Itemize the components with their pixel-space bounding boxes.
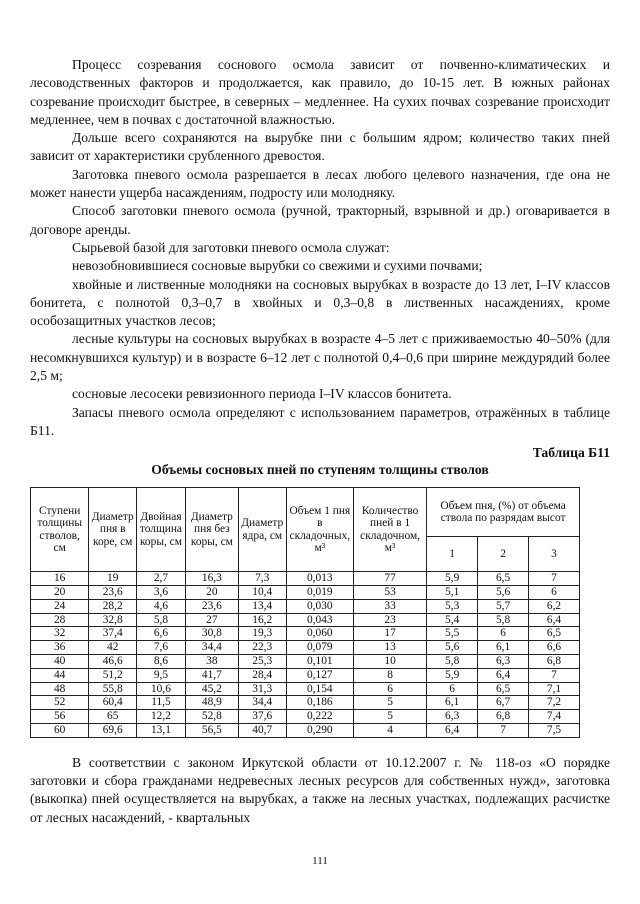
- table-cell: 4: [354, 724, 427, 738]
- table-cell: 5,8: [137, 613, 186, 627]
- table-cell: 10,4: [238, 586, 286, 600]
- table-cell: 0,079: [286, 641, 353, 655]
- table-row: [31, 696, 580, 710]
- table-cell: 0,101: [286, 655, 353, 669]
- table-cell: 0,019: [286, 586, 353, 600]
- table-cell: 34,4: [238, 696, 286, 710]
- table-cell: 5,6: [478, 586, 529, 600]
- table-cell: 7,3: [238, 572, 286, 586]
- table-cell: 6,1: [478, 641, 529, 655]
- table-cell: 25,3: [238, 655, 286, 669]
- table-cell: 27: [185, 613, 238, 627]
- table-cell: 69,6: [89, 724, 137, 738]
- table-cell: 37,4: [89, 627, 137, 641]
- table-cell: 28,4: [238, 668, 286, 682]
- table-cell: 53: [354, 586, 427, 600]
- table-cell: 48,9: [185, 696, 238, 710]
- table-cell: 12,2: [137, 710, 186, 724]
- table-cell: 5,9: [427, 572, 478, 586]
- table-cell: 7: [529, 572, 580, 586]
- table-cell: 19: [89, 572, 137, 586]
- table-cell: 24: [31, 599, 89, 613]
- table-cell: 6,6: [529, 641, 580, 655]
- paragraph: Сырьевой базой для заготовки пневого осмола служат:: [72, 239, 390, 255]
- table-cell: 32: [31, 627, 89, 641]
- table-row: [31, 599, 580, 613]
- table-cell: 65: [89, 710, 137, 724]
- paragraph: Способ заготовки пневого осмола (ручной, тракторный, взрывной и др.) оговаривается в договоре аренды.: [30, 203, 610, 237]
- table-cell: 0,186: [286, 696, 353, 710]
- table-cell: 8,6: [137, 655, 186, 669]
- table-cell: 19,3: [238, 627, 286, 641]
- table-cell: 36: [31, 641, 89, 655]
- table-cell: 7,4: [529, 710, 580, 724]
- table-cell: 55,8: [89, 682, 137, 696]
- column-header: Количество пней в 1 складочном, м³: [354, 488, 427, 572]
- table-cell: 5,1: [427, 586, 478, 600]
- table-cell: 46,6: [89, 655, 137, 669]
- table-cell: 6,1: [427, 696, 478, 710]
- table-row: [31, 668, 580, 682]
- table-cell: 5,9: [427, 668, 478, 682]
- table-cell: 7,2: [529, 696, 580, 710]
- table-cell: 33: [354, 599, 427, 613]
- column-header: Диаметр пня в коре, см: [89, 488, 137, 572]
- table-cell: 60,4: [89, 696, 137, 710]
- table-row: [31, 655, 580, 669]
- table-cell: 23: [354, 613, 427, 627]
- paragraph-before-table: Запасы пневого осмола определяют с использованием параметров, отражённых в таблице Б11.: [30, 404, 610, 438]
- table-cell: 38: [185, 655, 238, 669]
- table-cell: 44: [31, 668, 89, 682]
- paragraph: Процесс созревания соснового осмола зависит от почвенно-климатических и лесоводственных факторов и продолжается, как правило, до 10-15 лет. В южных районах созревание происходит быстрее, в северных – медленнее. На сухих почвах созревание происходит медленнее, чем в почвах с достаточной влажностью.: [30, 57, 610, 127]
- paragraph: Дольше всего сохраняются на вырубке пни с большим ядром; количество таких пней зависит от характеристики срубленного древостоя.: [30, 130, 610, 164]
- table-row: [31, 710, 580, 724]
- table-cell: 6,8: [529, 655, 580, 669]
- table-cell: 41,7: [185, 668, 238, 682]
- table-cell: 4,6: [137, 599, 186, 613]
- table-cell: 6,5: [478, 572, 529, 586]
- column-subheader: 1: [427, 537, 478, 572]
- column-header: Диаметр пня без коры, см: [185, 488, 238, 572]
- table-cell: 7,6: [137, 641, 186, 655]
- column-header-group: Объем пня, (%) от объема ствола по разрядам высот: [427, 488, 580, 537]
- table-cell: 23,6: [185, 599, 238, 613]
- column-subheader: 3: [529, 537, 580, 572]
- table-label: Таблица Б11: [532, 445, 610, 461]
- table-cell: 6: [478, 627, 529, 641]
- table-cell: 11,5: [137, 696, 186, 710]
- table-cell: 13,4: [238, 599, 286, 613]
- table-row: [31, 586, 580, 600]
- column-header: Диаметр ядра, см: [238, 488, 286, 572]
- table-cell: 5,4: [427, 613, 478, 627]
- table-cell: 77: [354, 572, 427, 586]
- table-cell: 0,013: [286, 572, 353, 586]
- table-cell: 13: [354, 641, 427, 655]
- table-cell: 6: [354, 682, 427, 696]
- paragraph-after-table: В соответствии с законом Иркутской области от 10.12.2007 г. № 118-оз «О порядке заготовки и сбора гражданами недревесных лесных ресурсов для собственных нужд», заготовка (выкопка) пней осуществляется на вырубках, а также на лесных участках, подлежащих расчистке от лесных насаждений, - квартальных: [30, 754, 610, 825]
- table-cell: 8: [354, 668, 427, 682]
- table-row: [31, 613, 580, 627]
- table-cell: 6,2: [529, 599, 580, 613]
- table-cell: 23,6: [89, 586, 137, 600]
- table-cell: 5: [354, 696, 427, 710]
- table-cell: 60: [31, 724, 89, 738]
- table-cell: 52: [31, 696, 89, 710]
- table-cell: 40,7: [238, 724, 286, 738]
- table-cell: 56: [31, 710, 89, 724]
- document-page: [30, 56, 610, 827]
- paragraph: Заготовка пневого осмола разрешается в лесах любого целевого назначения, где она не может нанести ущерба насаждениям, подросту или молодняку.: [30, 166, 610, 201]
- list-item: лесные культуры на сосновых вырубках в возрасте 4–5 лет с приживаемостью 40–50% (для несомкнувшихся культур) и в возрасте 6–12 лет с полнотой 0,4–0,6 при ширине междурядий более 2,5 м;: [30, 331, 610, 384]
- table-row: [31, 641, 580, 655]
- table-cell: 30,8: [185, 627, 238, 641]
- table-cell: 5: [354, 710, 427, 724]
- table-cell: 0,290: [286, 724, 353, 738]
- table-cell: 28: [31, 613, 89, 627]
- data-table: [30, 487, 580, 738]
- table-cell: 0,222: [286, 710, 353, 724]
- table-cell: 34,4: [185, 641, 238, 655]
- table-cell: 6,3: [427, 710, 478, 724]
- table-cell: 10: [354, 655, 427, 669]
- table-cell: 0,060: [286, 627, 353, 641]
- column-header: Объем 1 пня в складочных, м³: [286, 488, 353, 572]
- table-cell: 6,4: [529, 613, 580, 627]
- table-cell: 6: [529, 586, 580, 600]
- page-number: 111: [312, 855, 328, 867]
- table-title: Объемы сосновых пней по ступеням толщины стволов: [151, 462, 489, 478]
- table-cell: 13,1: [137, 724, 186, 738]
- table-cell: 7,1: [529, 682, 580, 696]
- table-cell: 32,8: [89, 613, 137, 627]
- table-cell: 6,4: [427, 724, 478, 738]
- table-cell: 22,3: [238, 641, 286, 655]
- table-cell: 45,2: [185, 682, 238, 696]
- table-cell: 0,127: [286, 668, 353, 682]
- table-cell: 56,5: [185, 724, 238, 738]
- table-row: [31, 627, 580, 641]
- table-cell: 6,6: [137, 627, 186, 641]
- table-cell: 5,8: [427, 655, 478, 669]
- table-cell: 5,3: [427, 599, 478, 613]
- table-cell: 0,030: [286, 599, 353, 613]
- table-cell: 16: [31, 572, 89, 586]
- table-cell: 7: [529, 668, 580, 682]
- table-cell: 28,2: [89, 599, 137, 613]
- column-subheader: 2: [478, 537, 529, 572]
- table-cell: 37,6: [238, 710, 286, 724]
- table-cell: 7,5: [529, 724, 580, 738]
- table-cell: 7: [478, 724, 529, 738]
- table-cell: 5,7: [478, 599, 529, 613]
- table-row: [31, 572, 580, 586]
- table-cell: 6,7: [478, 696, 529, 710]
- table-cell: 6,5: [478, 682, 529, 696]
- table-cell: 20: [185, 586, 238, 600]
- table-cell: 5,8: [478, 613, 529, 627]
- table-cell: 5,6: [427, 641, 478, 655]
- list-item: сосновые лесосеки ревизионного периода I–IV классов бонитета.: [72, 386, 452, 402]
- table-cell: 40: [31, 655, 89, 669]
- table-cell: 3,6: [137, 586, 186, 600]
- column-header: Ступени толщины стволов, см: [31, 488, 89, 572]
- table-cell: 52,8: [185, 710, 238, 724]
- table-cell: 6,3: [478, 655, 529, 669]
- table-cell: 16,3: [185, 572, 238, 586]
- table-cell: 17: [354, 627, 427, 641]
- table-cell: 6,8: [478, 710, 529, 724]
- table-cell: 5,5: [427, 627, 478, 641]
- table-cell: 51,2: [89, 668, 137, 682]
- table-cell: 9,5: [137, 668, 186, 682]
- table-cell: 0,154: [286, 682, 353, 696]
- list-item: хвойные и лиственные молодняки на сосновых вырубках в возрасте до 13 лет, I–IV классов бонитета, с полнотой 0,3–0,7 в хвойных и 0,3–0,8 в лиственных насаждениях, кроме особозащитных участков лесов;: [30, 276, 610, 329]
- table-cell: 31,3: [238, 682, 286, 696]
- table-cell: 0,043: [286, 613, 353, 627]
- table-cell: 48: [31, 682, 89, 696]
- table-cell: 6,4: [478, 668, 529, 682]
- table-cell: 42: [89, 641, 137, 655]
- table-cell: 2,7: [137, 572, 186, 586]
- table-row: [31, 724, 580, 738]
- column-header: Двойная толщина коры, см: [137, 488, 186, 572]
- table-cell: 6,5: [529, 627, 580, 641]
- table-cell: 16,2: [238, 613, 286, 627]
- table-cell: 6: [427, 682, 478, 696]
- table-cell: 10,6: [137, 682, 186, 696]
- table-cell: 20: [31, 586, 89, 600]
- table-row: [31, 682, 580, 696]
- list-item: невозобновившиеся сосновые вырубки со свежими и сухими почвами;: [72, 258, 483, 274]
